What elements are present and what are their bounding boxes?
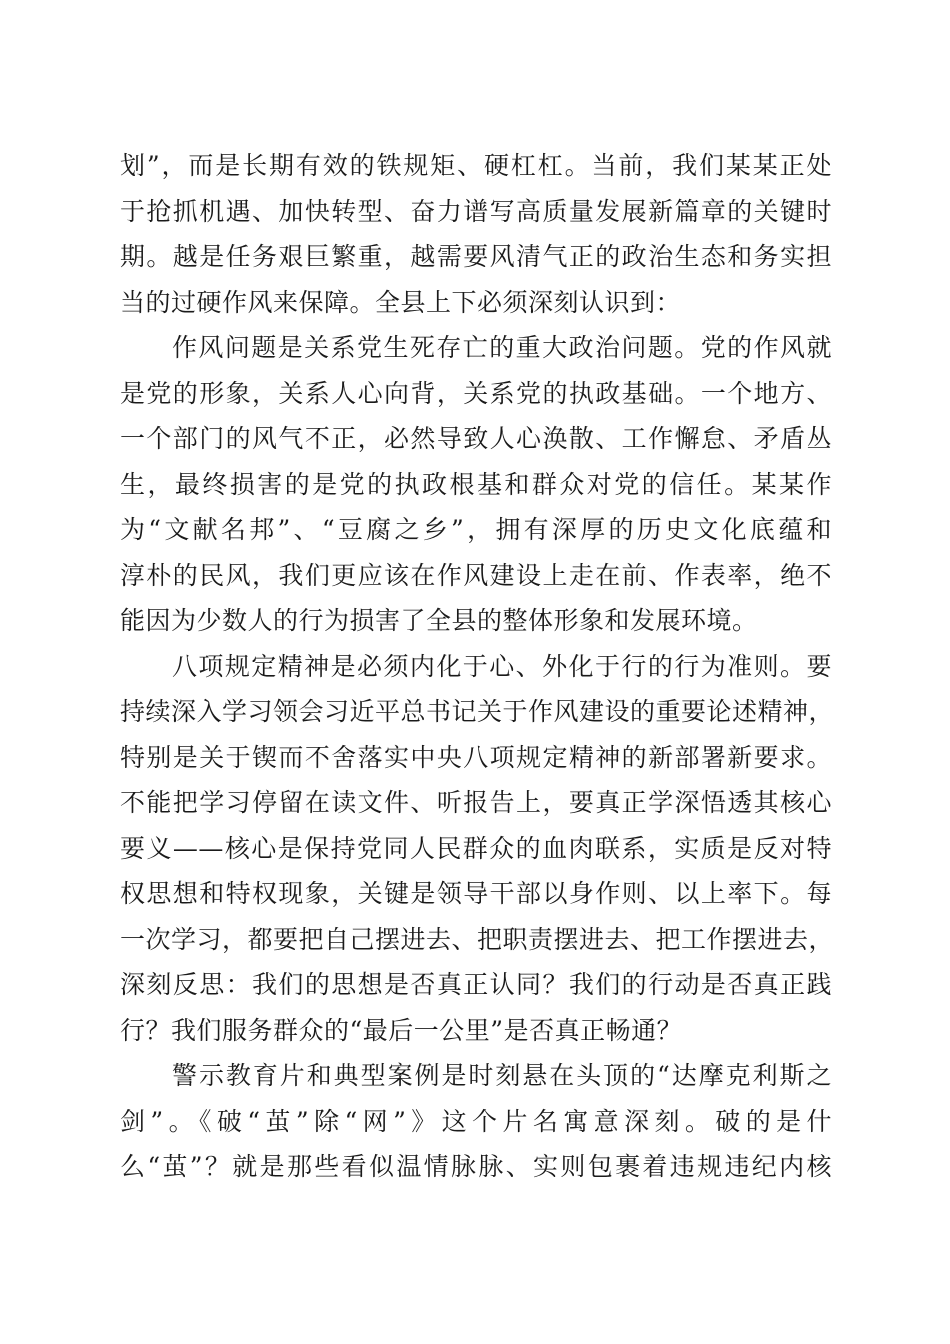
text-line: 一次学习，都要把自己摆进去、把职责摆进去、把工作摆进去，	[120, 924, 835, 954]
text-line: 当的过硬作风来保障。全县上下必须深刻认识到：	[120, 287, 682, 317]
document-body	[120, 143, 835, 1190]
text-line: 划”，而是长期有效的铁规矩、硬杠杠。当前，我们某某正处	[120, 151, 832, 180]
text-line: 权思想和特权现象，关键是领导干部以身作则、以上率下。每	[120, 879, 832, 908]
text-line: 能因为少数人的行为损害了全县的整体形象和发展环境。	[120, 606, 758, 635]
text-line: 特别是关于锲而不舍落实中央八项规定精神的新部署新要求。	[120, 742, 832, 772]
text-line: 是党的形象，关系人心向背，关系党的执政基础。一个地方、	[120, 378, 832, 408]
text-line: 警示教育片和典型案例是时刻悬在头顶的“达摩克利斯之	[172, 1061, 832, 1090]
text-line: 于抢抓机遇、加快转型、奋力谱写高质量发展新篇章的关键时	[120, 196, 832, 226]
text-line: 不能把学习停留在读文件、听报告上，要真正学深悟透其核心	[120, 788, 832, 817]
text-line: 行？我们服务群众的“最后一公里”是否真正畅通？	[120, 1015, 683, 1045]
text-line: 深刻反思：我们的思想是否真正认同？我们的行动是否真正践	[120, 970, 832, 999]
text-line: 么“茧”？就是那些看似温情脉脉、实则包裹着违规违纪内核	[120, 1152, 832, 1181]
paragraph-4	[120, 1053, 832, 1190]
text-line: 要义——核心是保持党同人民群众的血肉联系，实质是反对特	[120, 833, 832, 863]
text-line: 淳朴的民风，我们更应该在作风建设上走在前、作表率，绝不	[120, 560, 832, 590]
text-line: 生，最终损害的是党的执政根基和群众对党的信任。某某作	[120, 469, 832, 499]
text-line: 剑”。《破“茧”除“网”》这个片名寓意深刻。破的是什	[120, 1106, 832, 1136]
text-line: 作风问题是关系党生死存亡的重大政治问题。党的作风就	[172, 333, 832, 362]
text-line: 为“文献名邦”、“豆腐之乡”，拥有深厚的历史文化底蕴和	[120, 515, 832, 544]
paragraph-3	[120, 644, 835, 1054]
paragraph-1	[120, 143, 832, 325]
paragraph-2	[120, 325, 832, 644]
text-line: 期。越是任务艰巨繁重，越需要风清气正的政治生态和务实担	[120, 242, 832, 271]
text-line: 一个部门的风气不正，必然导致人心涣散、工作懈怠、矛盾丛	[120, 424, 832, 453]
text-line: 八项规定精神是必须内化于心、外化于行的行为准则。要	[172, 651, 832, 681]
text-line: 持续深入学习领会习近平总书记关于作风建设的重要论述精神，	[120, 697, 835, 726]
